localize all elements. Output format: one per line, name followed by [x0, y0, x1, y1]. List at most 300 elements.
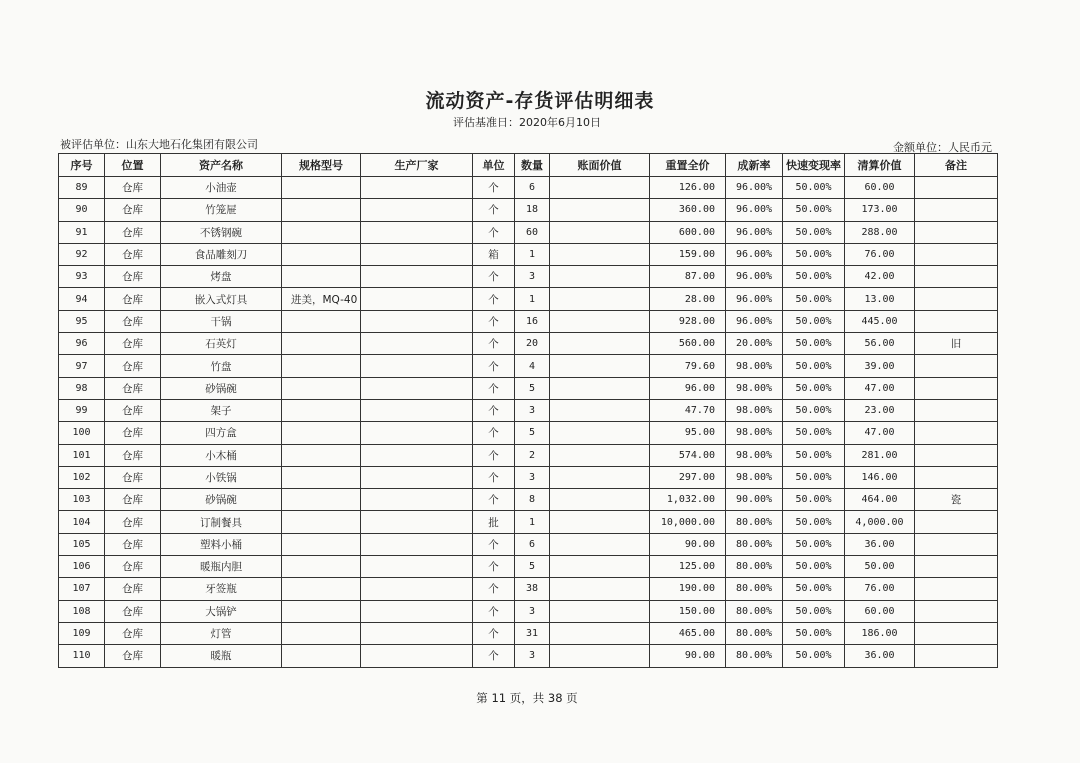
cell-maker	[361, 310, 473, 332]
cell-replacement: 159.00	[650, 243, 726, 265]
cell-no: 90	[59, 199, 105, 221]
col-header-asset-name: 资产名称	[161, 154, 282, 177]
cell-newness: 96.00%	[726, 266, 783, 288]
cell-spec	[282, 333, 361, 355]
cell-spec	[282, 533, 361, 555]
cell-spec	[282, 355, 361, 377]
cell-no: 109	[59, 622, 105, 644]
cell-location: 仓库	[105, 177, 161, 199]
table-row	[59, 600, 998, 622]
cell-qty: 60	[515, 221, 550, 243]
cell-note	[915, 556, 998, 578]
cell-asset-name: 烤盘	[161, 266, 282, 288]
cell-book-value	[550, 199, 650, 221]
cell-maker	[361, 377, 473, 399]
cell-unit: 个	[473, 556, 515, 578]
cell-liquidation-rate: 50.00%	[783, 199, 845, 221]
cell-location: 仓库	[105, 600, 161, 622]
cell-note	[915, 288, 998, 310]
cell-unit: 个	[473, 466, 515, 488]
cell-replacement: 10,000.00	[650, 511, 726, 533]
cell-no: 104	[59, 511, 105, 533]
cell-qty: 1	[515, 243, 550, 265]
cell-no: 93	[59, 266, 105, 288]
cell-liquidation-rate: 50.00%	[783, 288, 845, 310]
cell-note	[915, 355, 998, 377]
cell-unit: 个	[473, 600, 515, 622]
cell-asset-name: 塑料小桶	[161, 533, 282, 555]
cell-location: 仓库	[105, 355, 161, 377]
cell-asset-name: 大锅铲	[161, 600, 282, 622]
cell-unit: 个	[473, 422, 515, 444]
cell-replacement: 28.00	[650, 288, 726, 310]
cell-replacement: 47.70	[650, 399, 726, 421]
cell-location: 仓库	[105, 266, 161, 288]
cell-unit: 个	[473, 444, 515, 466]
cell-no: 95	[59, 310, 105, 332]
cell-asset-name: 灯管	[161, 622, 282, 644]
page-title: 流动资产-存货评估明细表	[425, 90, 655, 112]
cell-liquidation-value: 56.00	[845, 333, 915, 355]
cell-maker	[361, 466, 473, 488]
cell-liquidation-value: 39.00	[845, 355, 915, 377]
cell-no: 99	[59, 399, 105, 421]
cell-maker	[361, 533, 473, 555]
cell-note	[915, 645, 998, 667]
cell-newness: 98.00%	[726, 399, 783, 421]
cell-spec	[282, 377, 361, 399]
cell-no: 98	[59, 377, 105, 399]
cell-maker	[361, 422, 473, 444]
currency-unit: 金额单位：人民币元	[893, 141, 992, 154]
cell-no: 110	[59, 645, 105, 667]
cell-qty: 2	[515, 444, 550, 466]
cell-maker	[361, 399, 473, 421]
cell-unit: 个	[473, 199, 515, 221]
table-header-row	[59, 154, 998, 177]
cell-note	[915, 243, 998, 265]
cell-liquidation-rate: 50.00%	[783, 645, 845, 667]
cell-liquidation-rate: 50.00%	[783, 333, 845, 355]
cell-location: 仓库	[105, 221, 161, 243]
cell-unit: 个	[473, 578, 515, 600]
cell-liquidation-value: 76.00	[845, 578, 915, 600]
table-row	[59, 444, 998, 466]
cell-liquidation-value: 281.00	[845, 444, 915, 466]
cell-replacement: 90.00	[650, 533, 726, 555]
cell-book-value	[550, 533, 650, 555]
cell-spec	[282, 489, 361, 511]
cell-qty: 3	[515, 266, 550, 288]
cell-location: 仓库	[105, 466, 161, 488]
cell-qty: 1	[515, 511, 550, 533]
cell-liquidation-value: 186.00	[845, 622, 915, 644]
cell-note	[915, 399, 998, 421]
cell-book-value	[550, 310, 650, 332]
cell-qty: 3	[515, 645, 550, 667]
evaluated-entity: 被评估单位：山东大地石化集团有限公司	[60, 138, 258, 151]
cell-unit: 个	[473, 489, 515, 511]
cell-maker	[361, 489, 473, 511]
cell-asset-name: 干锅	[161, 310, 282, 332]
cell-book-value	[550, 511, 650, 533]
table-row	[59, 645, 998, 667]
cell-liquidation-value: 50.00	[845, 556, 915, 578]
cell-newness: 96.00%	[726, 310, 783, 332]
cell-spec	[282, 399, 361, 421]
cell-newness: 98.00%	[726, 377, 783, 399]
table-row	[59, 243, 998, 265]
cell-replacement: 150.00	[650, 600, 726, 622]
cell-unit: 个	[473, 333, 515, 355]
cell-unit: 个	[473, 399, 515, 421]
table-row	[59, 333, 998, 355]
cell-replacement: 297.00	[650, 466, 726, 488]
base-date: 评估基准日：2020年6月10日	[453, 116, 601, 129]
cell-book-value	[550, 600, 650, 622]
cell-newness: 80.00%	[726, 645, 783, 667]
cell-asset-name: 订制餐具	[161, 511, 282, 533]
col-header-unit: 单位	[473, 154, 515, 177]
cell-newness: 80.00%	[726, 556, 783, 578]
cell-newness: 20.00%	[726, 333, 783, 355]
cell-qty: 5	[515, 556, 550, 578]
cell-qty: 4	[515, 355, 550, 377]
col-header-spec: 规格型号	[282, 154, 361, 177]
cell-unit: 个	[473, 288, 515, 310]
cell-maker	[361, 622, 473, 644]
table-row	[59, 399, 998, 421]
cell-newness: 96.00%	[726, 177, 783, 199]
cell-liquidation-value: 4,000.00	[845, 511, 915, 533]
cell-no: 107	[59, 578, 105, 600]
cell-note	[915, 310, 998, 332]
cell-book-value	[550, 377, 650, 399]
cell-asset-name: 四方盒	[161, 422, 282, 444]
cell-maker	[361, 288, 473, 310]
cell-maker	[361, 243, 473, 265]
cell-newness: 80.00%	[726, 578, 783, 600]
cell-unit: 个	[473, 221, 515, 243]
table-row	[59, 556, 998, 578]
cell-replacement: 125.00	[650, 556, 726, 578]
cell-asset-name: 小木桶	[161, 444, 282, 466]
cell-replacement: 928.00	[650, 310, 726, 332]
cell-newness: 96.00%	[726, 221, 783, 243]
cell-liquidation-value: 464.00	[845, 489, 915, 511]
cell-location: 仓库	[105, 422, 161, 444]
col-header-no: 序号	[59, 154, 105, 177]
cell-note	[915, 377, 998, 399]
cell-asset-name: 小油壶	[161, 177, 282, 199]
table-row	[59, 310, 998, 332]
table-row	[59, 511, 998, 533]
cell-replacement: 560.00	[650, 333, 726, 355]
table-row	[59, 221, 998, 243]
cell-newness: 96.00%	[726, 199, 783, 221]
cell-replacement: 126.00	[650, 177, 726, 199]
cell-newness: 98.00%	[726, 355, 783, 377]
cell-no: 96	[59, 333, 105, 355]
cell-asset-name: 砂锅碗	[161, 489, 282, 511]
cell-liquidation-rate: 50.00%	[783, 355, 845, 377]
cell-unit: 个	[473, 355, 515, 377]
cell-qty: 16	[515, 310, 550, 332]
cell-unit: 批	[473, 511, 515, 533]
cell-maker	[361, 333, 473, 355]
col-header-maker: 生产厂家	[361, 154, 473, 177]
cell-book-value	[550, 556, 650, 578]
cell-location: 仓库	[105, 377, 161, 399]
table-row	[59, 466, 998, 488]
cell-liquidation-value: 47.00	[845, 422, 915, 444]
cell-location: 仓库	[105, 645, 161, 667]
cell-location: 仓库	[105, 199, 161, 221]
inventory-table	[58, 153, 998, 668]
cell-spec	[282, 600, 361, 622]
table-row	[59, 355, 998, 377]
cell-asset-name: 暖瓶内胆	[161, 556, 282, 578]
cell-maker	[361, 199, 473, 221]
cell-liquidation-value: 445.00	[845, 310, 915, 332]
cell-book-value	[550, 578, 650, 600]
cell-asset-name: 架子	[161, 399, 282, 421]
cell-no: 106	[59, 556, 105, 578]
cell-location: 仓库	[105, 243, 161, 265]
cell-book-value	[550, 288, 650, 310]
cell-book-value	[550, 489, 650, 511]
col-header-liquidation-rate: 快速变现率	[783, 154, 845, 177]
cell-liquidation-rate: 50.00%	[783, 578, 845, 600]
cell-qty: 3	[515, 466, 550, 488]
cell-no: 102	[59, 466, 105, 488]
cell-liquidation-value: 146.00	[845, 466, 915, 488]
col-header-location: 位置	[105, 154, 161, 177]
cell-book-value	[550, 221, 650, 243]
cell-no: 92	[59, 243, 105, 265]
cell-liquidation-rate: 50.00%	[783, 489, 845, 511]
cell-spec	[282, 199, 361, 221]
cell-qty: 3	[515, 399, 550, 421]
cell-replacement: 465.00	[650, 622, 726, 644]
cell-spec	[282, 645, 361, 667]
cell-liquidation-rate: 50.00%	[783, 556, 845, 578]
cell-spec	[282, 266, 361, 288]
col-header-qty: 数量	[515, 154, 550, 177]
cell-liquidation-rate: 50.00%	[783, 243, 845, 265]
cell-note	[915, 466, 998, 488]
cell-spec	[282, 444, 361, 466]
cell-location: 仓库	[105, 578, 161, 600]
cell-book-value	[550, 355, 650, 377]
cell-location: 仓库	[105, 310, 161, 332]
cell-replacement: 1,032.00	[650, 489, 726, 511]
cell-replacement: 96.00	[650, 377, 726, 399]
cell-qty: 20	[515, 333, 550, 355]
cell-unit: 个	[473, 622, 515, 644]
cell-spec	[282, 511, 361, 533]
cell-location: 仓库	[105, 622, 161, 644]
cell-liquidation-rate: 50.00%	[783, 399, 845, 421]
col-header-note: 备注	[915, 154, 998, 177]
cell-maker	[361, 645, 473, 667]
cell-book-value	[550, 399, 650, 421]
col-header-newness: 成新率	[726, 154, 783, 177]
cell-liquidation-rate: 50.00%	[783, 444, 845, 466]
cell-qty: 8	[515, 489, 550, 511]
cell-book-value	[550, 622, 650, 644]
cell-note: 瓷	[915, 489, 998, 511]
table-row	[59, 177, 998, 199]
cell-maker	[361, 556, 473, 578]
cell-replacement: 95.00	[650, 422, 726, 444]
cell-no: 97	[59, 355, 105, 377]
cell-unit: 个	[473, 266, 515, 288]
cell-note	[915, 600, 998, 622]
cell-liquidation-value: 47.00	[845, 377, 915, 399]
cell-newness: 98.00%	[726, 444, 783, 466]
cell-qty: 38	[515, 578, 550, 600]
cell-newness: 96.00%	[726, 243, 783, 265]
cell-qty: 5	[515, 377, 550, 399]
cell-qty: 5	[515, 422, 550, 444]
cell-spec	[282, 556, 361, 578]
cell-no: 101	[59, 444, 105, 466]
cell-asset-name: 砂锅碗	[161, 377, 282, 399]
cell-qty: 3	[515, 600, 550, 622]
table-row	[59, 199, 998, 221]
page-number: 第 11 页，共 38 页	[476, 691, 578, 705]
cell-maker	[361, 221, 473, 243]
cell-maker	[361, 511, 473, 533]
cell-book-value	[550, 177, 650, 199]
cell-maker	[361, 578, 473, 600]
cell-spec	[282, 221, 361, 243]
col-header-book-value: 账面价值	[550, 154, 650, 177]
cell-unit: 个	[473, 377, 515, 399]
cell-liquidation-rate: 50.00%	[783, 221, 845, 243]
cell-location: 仓库	[105, 489, 161, 511]
cell-location: 仓库	[105, 444, 161, 466]
cell-liquidation-rate: 50.00%	[783, 422, 845, 444]
table-row	[59, 622, 998, 644]
cell-unit: 个	[473, 533, 515, 555]
cell-maker	[361, 266, 473, 288]
cell-location: 仓库	[105, 288, 161, 310]
cell-liquidation-value: 42.00	[845, 266, 915, 288]
cell-spec	[282, 310, 361, 332]
cell-qty: 31	[515, 622, 550, 644]
cell-note	[915, 177, 998, 199]
cell-no: 91	[59, 221, 105, 243]
cell-liquidation-rate: 50.00%	[783, 377, 845, 399]
table-row	[59, 578, 998, 600]
cell-spec	[282, 422, 361, 444]
cell-liquidation-value: 60.00	[845, 600, 915, 622]
cell-location: 仓库	[105, 333, 161, 355]
cell-book-value	[550, 422, 650, 444]
cell-book-value	[550, 466, 650, 488]
table-row	[59, 422, 998, 444]
cell-liquidation-rate: 50.00%	[783, 600, 845, 622]
cell-unit: 个	[473, 177, 515, 199]
cell-liquidation-value: 23.00	[845, 399, 915, 421]
cell-no: 105	[59, 533, 105, 555]
cell-newness: 90.00%	[726, 489, 783, 511]
cell-asset-name: 食品雕刻刀	[161, 243, 282, 265]
col-header-liquidation-value: 清算价值	[845, 154, 915, 177]
cell-maker	[361, 444, 473, 466]
cell-liquidation-rate: 50.00%	[783, 177, 845, 199]
cell-replacement: 87.00	[650, 266, 726, 288]
cell-asset-name: 嵌入式灯具	[161, 288, 282, 310]
cell-no: 89	[59, 177, 105, 199]
cell-newness: 98.00%	[726, 422, 783, 444]
cell-replacement: 90.00	[650, 645, 726, 667]
cell-location: 仓库	[105, 556, 161, 578]
cell-asset-name: 石英灯	[161, 333, 282, 355]
cell-liquidation-rate: 50.00%	[783, 533, 845, 555]
cell-no: 103	[59, 489, 105, 511]
cell-book-value	[550, 444, 650, 466]
cell-liquidation-rate: 50.00%	[783, 622, 845, 644]
cell-asset-name: 竹盘	[161, 355, 282, 377]
cell-replacement: 600.00	[650, 221, 726, 243]
cell-newness: 80.00%	[726, 622, 783, 644]
cell-book-value	[550, 333, 650, 355]
cell-note	[915, 511, 998, 533]
cell-spec	[282, 578, 361, 600]
cell-spec	[282, 243, 361, 265]
cell-qty: 1	[515, 288, 550, 310]
cell-no: 94	[59, 288, 105, 310]
cell-liquidation-value: 36.00	[845, 533, 915, 555]
cell-liquidation-rate: 50.00%	[783, 511, 845, 533]
cell-spec: 进美，MQ-40	[282, 288, 361, 310]
cell-liquidation-value: 60.00	[845, 177, 915, 199]
cell-asset-name: 牙签瓶	[161, 578, 282, 600]
cell-location: 仓库	[105, 511, 161, 533]
cell-replacement: 190.00	[650, 578, 726, 600]
cell-note	[915, 578, 998, 600]
cell-liquidation-rate: 50.00%	[783, 310, 845, 332]
col-header-replacement: 重置全价	[650, 154, 726, 177]
cell-location: 仓库	[105, 533, 161, 555]
cell-maker	[361, 355, 473, 377]
cell-liquidation-value: 36.00	[845, 645, 915, 667]
cell-newness: 98.00%	[726, 466, 783, 488]
cell-note	[915, 266, 998, 288]
cell-liquidation-value: 288.00	[845, 221, 915, 243]
cell-unit: 个	[473, 645, 515, 667]
cell-asset-name: 暖瓶	[161, 645, 282, 667]
cell-note	[915, 221, 998, 243]
cell-unit: 个	[473, 310, 515, 332]
cell-replacement: 360.00	[650, 199, 726, 221]
cell-note	[915, 533, 998, 555]
cell-liquidation-rate: 50.00%	[783, 266, 845, 288]
cell-asset-name: 小铁锅	[161, 466, 282, 488]
cell-note	[915, 422, 998, 444]
cell-spec	[282, 466, 361, 488]
table-row	[59, 288, 998, 310]
table-row	[59, 377, 998, 399]
cell-newness: 80.00%	[726, 533, 783, 555]
cell-note	[915, 444, 998, 466]
cell-no: 100	[59, 422, 105, 444]
table-row	[59, 489, 998, 511]
cell-liquidation-value: 76.00	[845, 243, 915, 265]
